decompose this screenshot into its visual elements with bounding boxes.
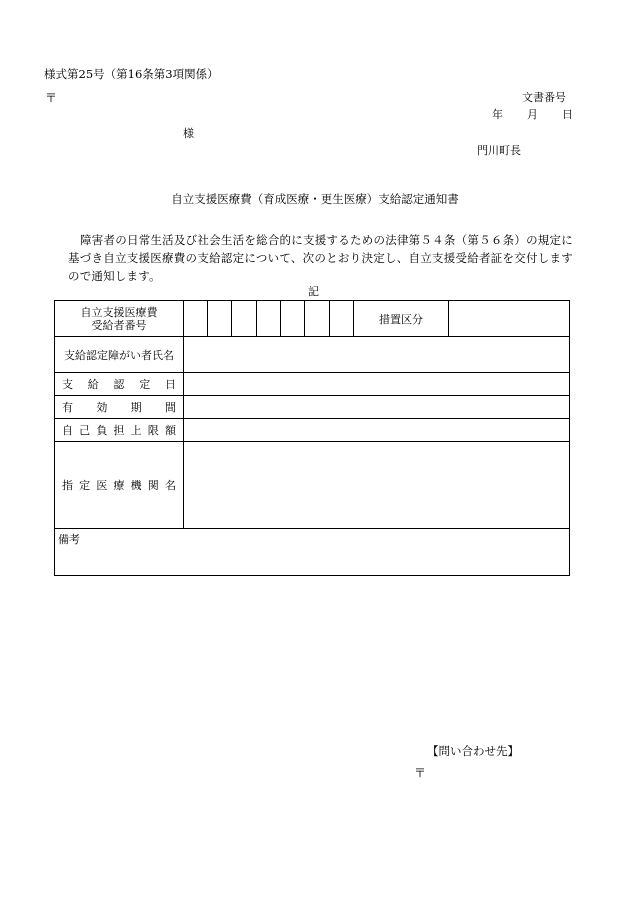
patient-name-label: 支給認定障がい者氏名 xyxy=(55,337,184,373)
recipient-number-digit[interactable] xyxy=(330,301,354,337)
label-char: 己 xyxy=(79,424,91,437)
remarks-cell[interactable] xyxy=(55,529,570,576)
certification-table xyxy=(54,300,570,576)
label-char: 期 xyxy=(130,401,142,414)
table-row xyxy=(55,396,570,419)
body-text: 障害者の日常生活及び社会生活を総合的に支援するための法律第５４条（第５６条）の規定に基づき自立支援医療費の支給認定について、次のとおり決定し、自立支援受給者証を交付しますので通知します。 xyxy=(68,233,573,283)
label-char: 間 xyxy=(164,401,176,414)
date-year: 年 xyxy=(492,108,503,121)
label-char: 医 xyxy=(96,479,108,492)
medical-institution-value[interactable] xyxy=(184,442,570,529)
inquiry-label: 【問い合わせ先】 xyxy=(427,744,519,758)
label-char: 名 xyxy=(164,479,176,492)
addressee-suffix: 様 xyxy=(183,127,194,140)
label-char: 定 xyxy=(139,378,151,391)
table-row xyxy=(55,301,570,337)
form-number: 様式第25号（第16条第3項関係） xyxy=(44,67,219,81)
ki-mark: 記 xyxy=(308,285,319,298)
sender: 門川町長 xyxy=(477,144,521,157)
patient-name-value[interactable] xyxy=(184,337,570,373)
label-char: 日 xyxy=(165,378,176,391)
inquiry-postal-mark: 〒 xyxy=(414,766,427,780)
remarks-label: 備考 xyxy=(58,533,80,546)
validity-period-label xyxy=(55,396,184,419)
label-char: 負 xyxy=(96,424,108,437)
recipient-number-digit[interactable] xyxy=(184,301,208,337)
recipient-number-label xyxy=(55,301,184,337)
recipient-number-digit[interactable] xyxy=(305,301,330,337)
certification-date-label xyxy=(55,373,184,396)
label-char: 額 xyxy=(164,424,176,437)
table-row xyxy=(55,373,570,396)
date-month: 月 xyxy=(527,108,538,121)
copay-limit-label xyxy=(55,419,184,442)
recipient-number-digit[interactable] xyxy=(281,301,305,337)
label-char: 関 xyxy=(147,479,159,492)
label-char: 指 xyxy=(62,479,73,492)
table-row xyxy=(55,529,570,576)
date-line xyxy=(492,108,573,121)
measure-category-value[interactable] xyxy=(449,301,570,337)
recipient-number-digit[interactable] xyxy=(257,301,281,337)
label-char: 自 xyxy=(62,424,73,437)
label-char: 効 xyxy=(96,401,108,414)
label-char: 担 xyxy=(113,424,125,437)
table-row xyxy=(55,337,570,373)
date-day: 日 xyxy=(562,108,573,121)
recipient-number-label-line2: 受給者番号 xyxy=(91,318,147,332)
copay-limit-value[interactable] xyxy=(184,419,570,442)
medical-institution-label xyxy=(55,442,184,529)
postal-mark: 〒 xyxy=(45,91,58,105)
table-row xyxy=(55,442,570,529)
label-char: 有 xyxy=(62,401,73,414)
document-title: 自立支援医療費（育成医療・更生医療）支給認定通知書 xyxy=(171,192,459,206)
label-char: 限 xyxy=(147,424,159,437)
label-char: 定 xyxy=(79,479,91,492)
document-number-label: 文書番号 xyxy=(522,91,566,104)
table-row xyxy=(55,419,570,442)
validity-period-value[interactable] xyxy=(184,396,570,419)
label-char: 上 xyxy=(130,424,142,437)
recipient-number-digit[interactable] xyxy=(232,301,257,337)
measure-category-label: 措置区分 xyxy=(354,301,449,337)
label-char: 認 xyxy=(113,378,125,391)
label-char: 療 xyxy=(113,479,125,492)
certification-date-value[interactable] xyxy=(184,373,570,396)
recipient-number-digit[interactable] xyxy=(208,301,232,337)
label-char: 支 xyxy=(62,378,73,391)
recipient-number-label-line1: 自立支援医療費 xyxy=(80,305,158,319)
label-char: 機 xyxy=(130,479,142,492)
label-char: 給 xyxy=(87,378,99,391)
